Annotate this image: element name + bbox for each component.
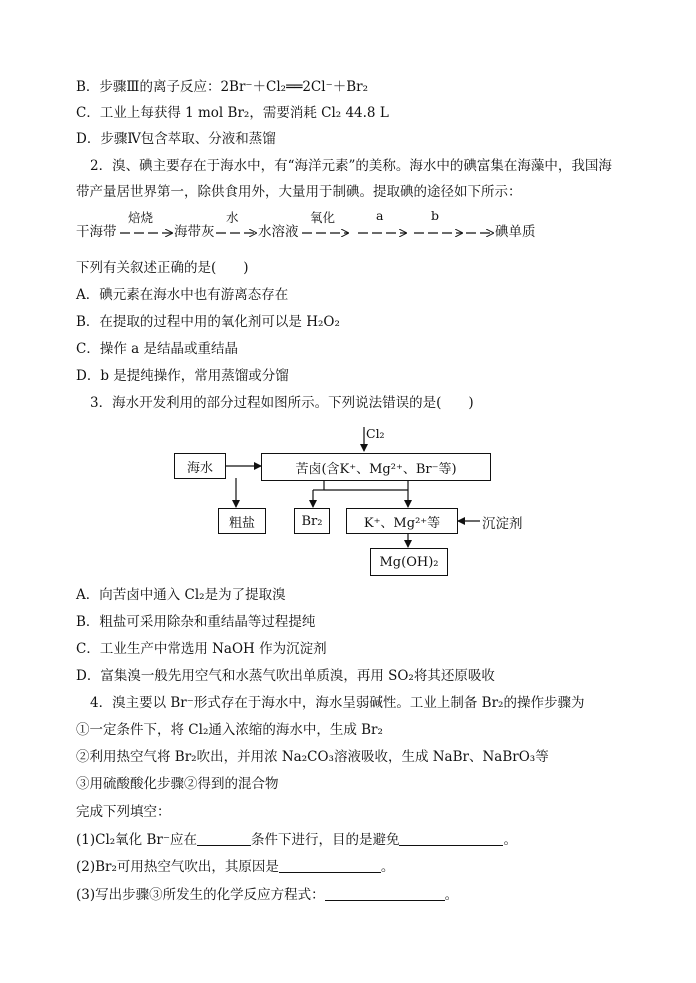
q4-sub1 — [76, 831, 517, 849]
q2-option-a: A．碘元素在海水中也有游离态存在 — [76, 287, 289, 303]
q3-option-a: A．向苦卤中通入 Cl₂是为了提取溴 — [76, 587, 286, 603]
diagram-cl2-label: Cl₂ — [366, 426, 385, 441]
q4-fill-instruction: 完成下列填空： — [76, 804, 171, 820]
q2-option-c: C．操作 a 是结晶或重结晶 — [76, 341, 238, 357]
flow-label-roast: 焙烧 — [128, 210, 154, 225]
q2-question: 下列有关叙述正确的是( ) — [76, 260, 249, 276]
q4-sub1-blank-avoid[interactable] — [399, 831, 503, 846]
q4-sub3-blank-equation[interactable] — [325, 886, 445, 901]
flow-end: 碘单质 — [495, 224, 536, 240]
q3-option-b: B．粗盐可采用除杂和重结晶等过程提纯 — [76, 614, 316, 630]
box-k-mg: K⁺、Mg²⁺等 — [346, 508, 458, 534]
flow-label-water: 水 — [226, 210, 239, 225]
q3-option-d: D．富集溴一般先用空气和水蒸气吹出单质溴，再用 SO₂将其还原吸收 — [76, 668, 495, 684]
flow-label-oxidize: 氧化 — [310, 210, 336, 225]
q3-stem: 3．海水开发利用的部分过程如图所示。下列说法错误的是( ) — [90, 395, 474, 411]
box-seawater: 海水 — [174, 453, 226, 479]
q4-sub2-text-b: 。 — [380, 859, 395, 875]
flow-label-a: a — [376, 208, 384, 223]
q4-stem: 4．溴主要以 Br⁻形式存在于海水中，海水呈弱碱性。工业上制备 Br₂的操作步骤为 — [90, 695, 585, 711]
flow-node-solution: 水溶液 — [258, 224, 299, 240]
q4-sub3-text-a: (3)写出步骤③所发生的化学反应方程式： — [76, 887, 325, 903]
diagram-precipitant-label: 沉淀剂 — [482, 516, 523, 532]
flow-label-b: b — [431, 208, 440, 223]
box-br2: Br₂ — [294, 508, 330, 534]
q4-step1: ①一定条件下，将 Cl₂通入浓缩的海水中，生成 Br₂ — [76, 722, 383, 738]
q2-stem-line1: 2．溴、碘主要存在于海水中，有“海洋元素”的美称。海水中的碘富集在海藻中，我国海 — [90, 158, 612, 174]
q3-option-c: C．工业生产中常选用 NaOH 作为沉淀剂 — [76, 641, 327, 657]
q1-option-c: C．工业上每获得 1 mol Br₂，需要消耗 Cl₂ 44.8 L — [76, 105, 389, 121]
q2-option-d: D．b 是提纯操作，常用蒸馏或分馏 — [76, 368, 289, 384]
q4-sub1-blank-condition[interactable] — [197, 831, 251, 846]
box-mgoh2: Mg(OH)₂ — [370, 548, 448, 576]
q4-sub2 — [76, 858, 394, 876]
box-brine: 苦卤(含K⁺、Mg²⁺、Br⁻等) — [261, 453, 491, 481]
q4-sub1-text-b: 条件下进行，目的是避免 — [250, 832, 400, 848]
q2-option-b: B．在提取的过程中用的氧化剂可以是 H₂O₂ — [76, 314, 340, 330]
q4-sub3-text-b: 。 — [444, 887, 459, 903]
q4-step3: ③用硫酸酸化步骤②得到的混合物 — [76, 776, 279, 792]
q1-option-d: D．步骤Ⅳ包含萃取、分液和蒸馏 — [76, 131, 276, 147]
flow-node-ash: 海带灰 — [174, 224, 215, 240]
q4-sub1-text-a: (1)Cl₂氧化 Br⁻应在 — [76, 832, 197, 848]
box-crude-salt: 粗盐 — [218, 508, 266, 534]
q4-sub2-blank-reason[interactable] — [279, 858, 381, 873]
q4-sub2-text-a: (2)Br₂可用热空气吹出，其原因是 — [76, 859, 279, 875]
q4-step2: ②利用热空气将 Br₂吹出，并用浓 Na₂CO₃溶液吸收，生成 NaBr、NaBrO₃等 — [76, 749, 549, 765]
q4-sub1-text-c: 。 — [503, 832, 517, 848]
flow-start: 干海带 — [76, 224, 117, 240]
q2-stem-line2: 带产量居世界第一，除供食用外，大量用于制碘。提取碘的途径如下所示： — [76, 184, 522, 200]
q1-option-b: B．步骤Ⅲ的离子反应：2Br⁻＋Cl₂══2Cl⁻＋Br₂ — [76, 79, 368, 95]
q4-sub3 — [76, 886, 458, 904]
